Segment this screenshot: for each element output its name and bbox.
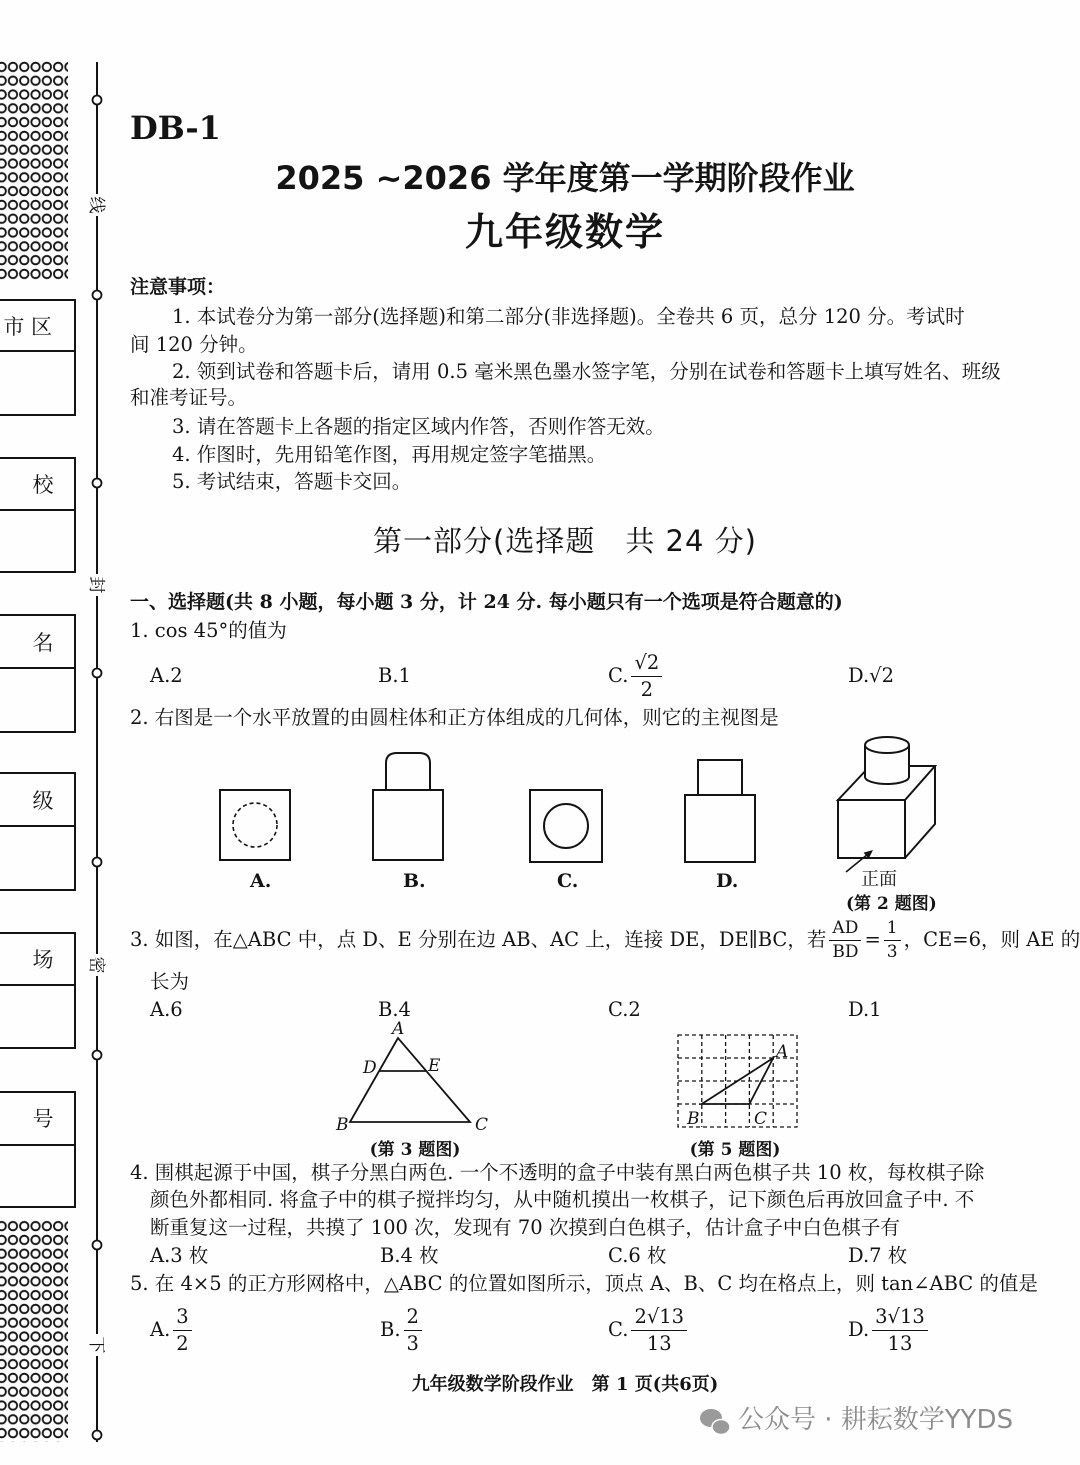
fraction [173,1307,191,1353]
q2-solid-3d [838,737,935,872]
seal-char: 下 [86,1336,106,1354]
q2-label-b: B. [403,870,426,892]
seal-line-hole [93,669,102,678]
notice-line: 1. 本试卷分为第一部分(选择题)和第二部分(非选择题)。全卷共 6 页，总分 120 分。考试时 [172,305,965,328]
seal-char: 封 [86,576,106,594]
q3-value-fraction [884,917,901,962]
q3-stem-after: ，CE=6，则 AE 的 [903,928,1080,952]
cylinder-outline [386,753,430,790]
q3-caption: (第 3 题图) [369,1140,461,1160]
q5-option-d [848,1305,931,1355]
q2-view-b [373,753,443,860]
fraction-denominator: BD [829,940,861,961]
wechat-icon [700,1409,730,1435]
fraction-numerator: √2 [634,651,660,674]
q3-figure [350,1038,470,1122]
info-box-label: 级 [32,789,54,813]
fraction-denominator: 3 [404,1330,422,1354]
q2-front-label: 正面 [861,869,897,890]
option-letter: D. [848,1318,870,1342]
fraction [631,653,662,699]
seal-char-seal [86,574,108,596]
cube-side-face [905,766,935,858]
q3-vertex-a: A [392,1019,405,1039]
equals-sign: = [864,928,881,952]
info-box-seat-number [0,1092,75,1207]
seal-line-hole [93,1241,102,1250]
q4-option-b: B.4 枚 [380,1244,439,1268]
seal-char: 密 [86,956,106,974]
q1-stem: 1. cos 45°的值为 [130,619,287,642]
q5-vertex-a: A [776,1042,789,1062]
option-letter: A. [150,1318,171,1342]
fraction-denominator: 2 [631,676,662,700]
seal-line-hole [93,858,102,867]
q3-stem-before: 3. 如图，在△ABC 中，点 D、E 分别在边 AB、AC 上，连接 DE，DE∥BC，若 [130,928,827,952]
q2-label-c: C. [557,870,579,892]
q2-label-d: D. [716,870,739,892]
cube-front-face [838,800,905,858]
info-box-label: 场 [32,948,54,972]
fraction-numerator: 3 [176,1305,189,1328]
notice-line: 5. 考试结束，答题卡交回。 [172,470,412,493]
q3-ratio-fraction [829,917,861,962]
q3-stem-line2: 长为 [150,970,190,993]
fraction-denominator: 2 [173,1330,191,1354]
seal-line-hole [93,1051,102,1060]
notice-heading: 注意事项： [130,276,226,298]
section-heading: 第一部分(选择题 共 24 分) [373,524,757,558]
q1-option-a: A.2 [150,664,183,688]
seal-line-hole [93,291,102,300]
info-box-exam-room [0,933,75,1048]
q5-option-c [608,1305,690,1355]
page-footer: 九年级数学阶段作业 第 1 页(共6页) [411,1374,719,1395]
q2-view-a [220,790,290,860]
info-box-label: 号 [32,1107,54,1131]
q3-option-d: D.1 [848,998,882,1022]
info-box-school [0,458,75,572]
q5-stem: 5. 在 4×5 的正方形网格中，△ABC 的位置如图所示，顶点 A、B、C 均在格点上，则 tan∠ABC 的值是 [130,1272,1038,1295]
exam-title: 2025 ~2026 学年度第一学期阶段作业 [275,159,855,197]
square-outline [220,790,290,860]
fraction-numerator: 2√13 [634,1305,685,1328]
triangle-abc [350,1038,470,1122]
watermark-text: 公众号 · 耕耘数学YYDS [738,1405,1014,1435]
q4-stem-line: 颜色外都相同. 将盒子中的棋子搅拌均匀，从中随机摸出一枚棋子，记下颜色后再放回盒子中. 不 [150,1188,975,1211]
q2-figure [220,737,935,872]
seal-char-bottom [86,1334,108,1356]
seal-char-line [86,194,108,216]
q5-option-b [380,1305,425,1355]
q2-stem: 2. 右图是一个水平放置的由圆柱体和正方体组成的几何体，则它的主视图是 [130,706,779,729]
wechat-bubble-small [712,1420,730,1435]
fraction-numerator: 1 [886,917,898,938]
square-outline [530,790,602,862]
seal-char: 线 [86,196,106,214]
square-outline [685,795,755,862]
seal-char-secret [86,954,108,976]
fraction-numerator: 2 [406,1305,419,1328]
q4-option-d: D.7 枚 [848,1244,908,1268]
q3-option-b: B.4 [378,998,411,1022]
info-box-class [0,773,75,890]
option-letter: C. [608,664,629,688]
fraction [404,1307,422,1353]
info-box-label: 名 [32,631,54,655]
q5-vertex-b: B [687,1109,700,1129]
notice-line: 4. 作图时，先用铅笔作图，再用规定签字笔描黑。 [172,443,607,466]
dot-pattern-bottom [0,1220,68,1442]
q4-option-a: A.3 枚 [150,1244,209,1268]
q2-caption: (第 2 题图) [846,894,937,914]
cylinder-top [865,737,909,753]
q3-vertex-d: D [363,1058,377,1078]
option-letter: B. [380,1318,401,1342]
seal-line-hole [93,96,102,105]
q1-option-b: B.1 [378,664,411,688]
section-instructions: 一、选择题(共 8 小题，每小题 3 分，计 24 分. 每小题只有一个选项是符合题意的) [130,591,843,613]
paper-code: DB-1 [130,109,221,147]
info-box-label: 校 [32,473,54,497]
fraction-denominator: 3 [884,940,901,961]
small-rect-outline [698,760,742,795]
notice-line: 和准考证号。 [130,386,248,409]
info-box-name [0,615,75,732]
q1-option-c [608,651,665,701]
q2-label-a: A. [250,870,272,892]
q3-vertex-c: C [475,1115,489,1135]
q4-stem-line: 4. 围棋起源于中国，棋子分黑白两色. 一个不透明的盒子中装有黑白两色棋子共 10 枚，每枚棋子除 [130,1161,985,1184]
info-box-label: 市 区 [3,315,52,339]
solid-circle [544,804,588,848]
q2-view-c [530,790,602,862]
notice-line: 间 120 分钟。 [130,333,258,356]
seal-line-hole [93,479,102,488]
option-letter: C. [608,1318,629,1342]
q2-view-d [685,760,755,862]
subject-title: 九年级数学 [464,210,665,254]
q1-option-d: D.√2 [848,664,894,688]
q5-vertex-c: C [754,1109,768,1129]
seal-line-hole [93,1431,102,1440]
q3-option-a: A.6 [150,998,183,1022]
q5-option-a [150,1305,195,1355]
fraction [872,1307,928,1353]
q5-caption: (第 5 题图) [689,1140,781,1160]
q3-stem-line1 [130,918,1080,962]
q3-vertex-b: B [336,1115,349,1135]
q3-option-c: C.2 [608,998,641,1022]
dashed-circle [233,803,277,847]
square-outline [373,790,443,860]
info-box-district [0,300,75,415]
fraction-denominator: 13 [872,1330,928,1354]
q3-vertex-e: E [428,1056,441,1076]
fraction-numerator: 3√13 [875,1305,925,1328]
notice-line: 2. 领到试卷和答题卡后，请用 0.5 毫米黑色墨水签字笔，分别在试卷和答题卡上填写姓名、班级 [172,360,1001,383]
q4-stem-line: 断重复这一过程，共摸了 100 次，发现有 70 次摸到白色棋子，估计盒子中白色棋子有 [150,1216,900,1239]
fraction [631,1307,687,1353]
binding-margin [0,60,108,1442]
fraction-denominator: 13 [631,1330,687,1354]
q4-option-c: C.6 枚 [608,1244,667,1268]
fraction-numerator: AD [832,917,859,938]
dot-pattern-top [0,60,68,282]
notice-line: 3. 请在答题卡上各题的指定区域内作答，否则作答无效。 [172,415,665,438]
